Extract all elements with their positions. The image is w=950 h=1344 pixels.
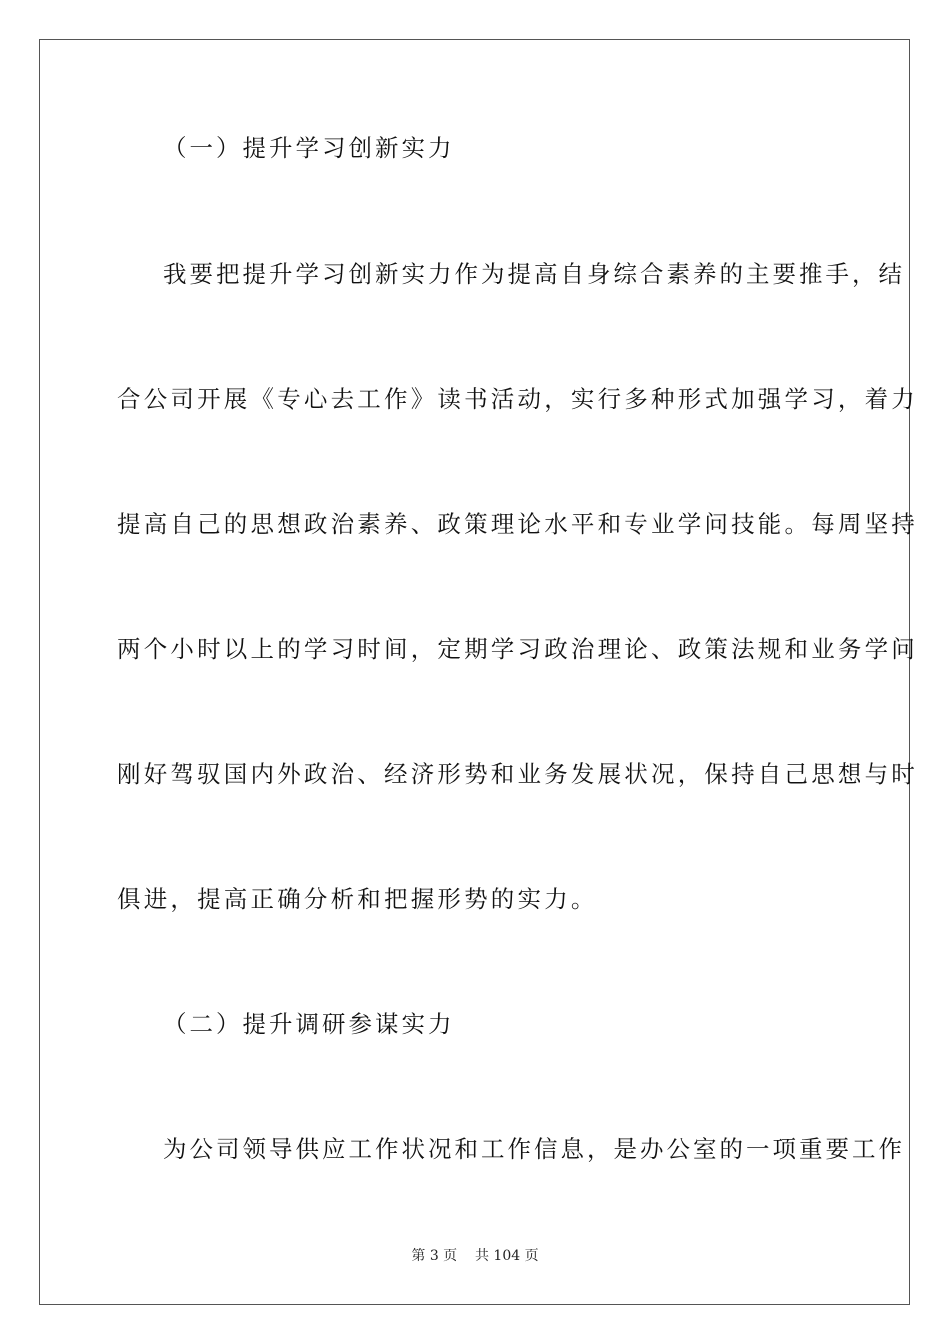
paragraph-1-line-6: 俱进，提高正确分析和把握形势的实力。 [117, 885, 598, 913]
paragraph-1-line-3: 提高自己的思想政治素养、政策理论水平和专业学问技能。每周坚持 [117, 510, 918, 538]
paragraph-1-line-5: 刚好驾驭国内外政治、经济形势和业务发展状况，保持自己思想与时 [117, 760, 918, 788]
page-number-footer: 第 3 页 共 104 页 [411, 1248, 539, 1264]
page-border [39, 39, 918, 1305]
paragraph-1-line-4: 两个小时以上的学习时间，定期学习政治理论、政策法规和业务学问 [117, 635, 918, 663]
paragraph-1-line-2: 合公司开展《专心去工作》读书活动，实行多种形式加强学习，着力 [117, 385, 918, 413]
section-heading-1: （一）提升学习创新实力 [163, 134, 455, 162]
paragraph-2-line-1: 为公司领导供应工作状况和工作信息，是办公室的一项重要工作 [163, 1135, 905, 1163]
paragraph-1-line-1: 我要把提升学习创新实力作为提高自身综合素养的主要推手，结 [163, 260, 905, 288]
section-heading-2: （二）提升调研参谋实力 [163, 1010, 455, 1038]
